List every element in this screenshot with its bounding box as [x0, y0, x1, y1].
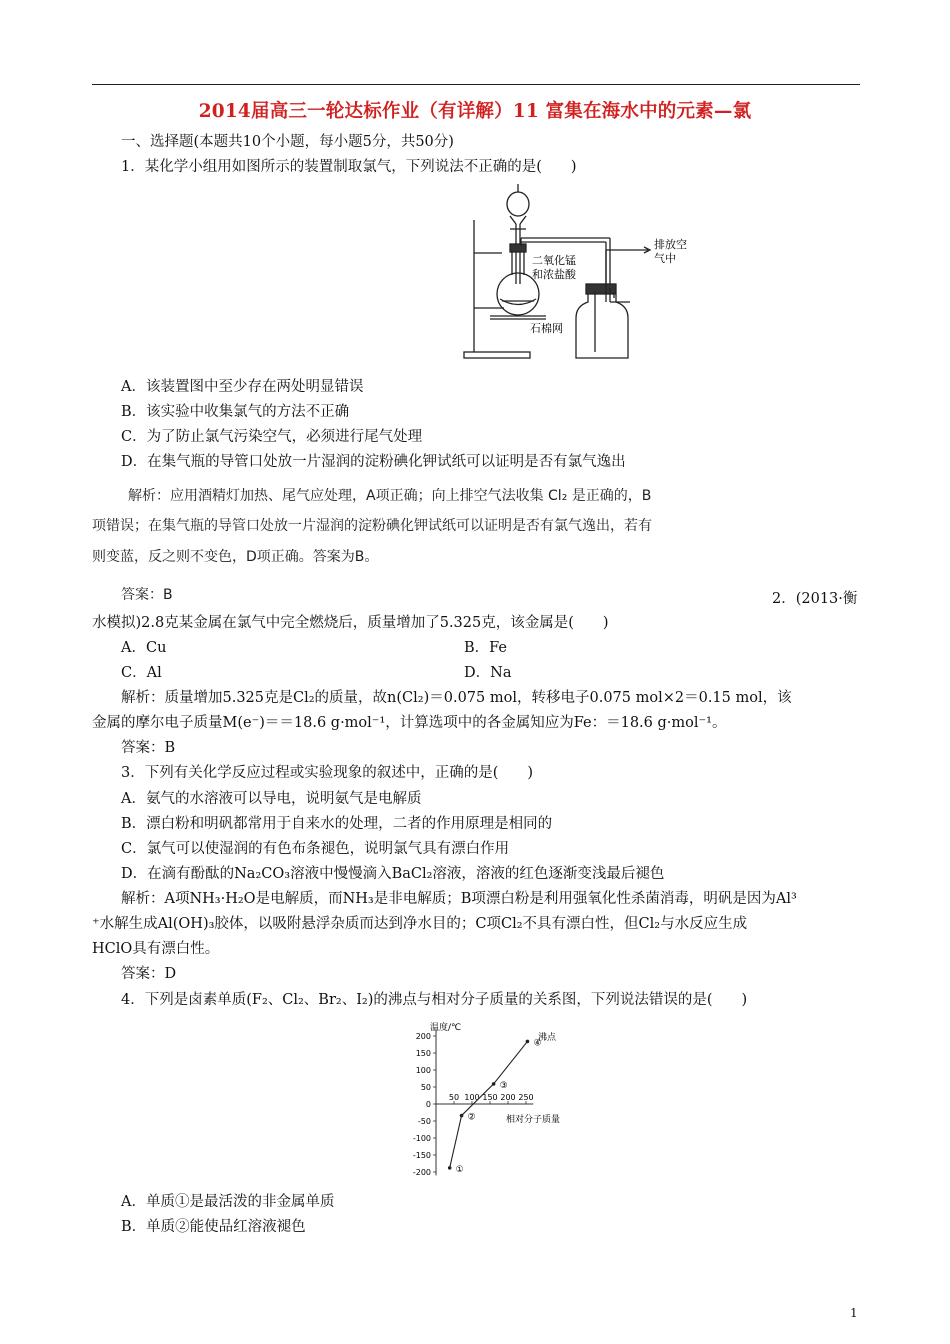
- chart-point-label: ②: [467, 1112, 476, 1123]
- q1-option-a: A．该装置图中至少存在两处明显错误: [121, 379, 364, 395]
- chart-data-point: [448, 1166, 452, 1170]
- chart-y-tick-label: -150: [412, 1151, 431, 1160]
- chart-y-tick-label: -200: [412, 1168, 431, 1176]
- chart-x-tick-label: 250: [518, 1093, 534, 1102]
- q2-analysis-line1: 解析：质量增加5.325克是Cl₂的质量，故n(Cl₂)＝0.075 mol，转移电子0.075 mol×2＝0.15 mol，该: [121, 690, 792, 706]
- chart-ylabel: 温度/℃: [430, 1023, 462, 1033]
- fig-label-reagent2: 和浓盐酸: [532, 268, 576, 281]
- q4-option-b: B．单质②能使品红溶液褪色: [121, 1219, 306, 1235]
- q1-option-b: B．该实验中收集氯气的方法不正确: [121, 404, 350, 420]
- q1-analysis-line3: 则变蓝，反之则不变色，D项正确。答案为B。: [92, 549, 379, 565]
- chart-x-tick-label: 200: [500, 1093, 516, 1102]
- fig-label-net: 石棉网: [530, 322, 563, 335]
- q3-analysis-line1: 解析：A项NH₃·H₂O是电解质，而NH₃是非电解质；B项漂白粉是利用强氧化性杀菌消毒，明矾是因为Al³: [121, 891, 797, 907]
- q3-option-a: A．氨气的水溶液可以导电，说明氨气是电解质: [121, 791, 422, 807]
- q4-boiling-point-chart: [390, 1018, 600, 1176]
- chart-x-tick-label: 150: [482, 1093, 498, 1102]
- chart-point-label: ④: [533, 1038, 542, 1049]
- q2-option-d: D．Na: [464, 665, 512, 681]
- chart-y-tick-label: 200: [415, 1032, 431, 1041]
- chart-y-tick-label: 0: [425, 1100, 431, 1109]
- q2-stem: 水模拟)2.8克某金属在氯气中完全燃烧后，质量增加了5.325克，该金属是( ): [92, 615, 609, 631]
- header-rule: [92, 84, 860, 85]
- q1-stem: 1．某化学小组用如图所示的装置制取氯气，下列说法不正确的是( ): [121, 159, 577, 175]
- chart-x-tick-label: 50: [448, 1093, 460, 1102]
- q2-option-a: A．Cu: [121, 640, 167, 656]
- chart-y-tick-label: 100: [415, 1066, 431, 1075]
- q1-answer: 答案：B: [121, 587, 173, 603]
- chart-y-tick-label: -50: [417, 1117, 431, 1126]
- q1-analysis-line2: 项错误；在集气瓶的导管口处放一片湿润的淀粉碘化钾试纸可以证明是否有氯气逸出，若有: [92, 518, 652, 534]
- fig-label-reagent1: 二氧化锰: [532, 254, 576, 267]
- q2-analysis-line2: 金属的摩尔电子质量M(e⁻)＝＝18.6 g·mol⁻¹，计算选项中的各金属知应为Fe：＝18.6 g·mol⁻¹。: [92, 715, 727, 731]
- chart-x-tick-label: 100: [464, 1093, 480, 1102]
- chart-data-point: [526, 1040, 530, 1044]
- chart-series-line: [450, 1041, 528, 1167]
- section-heading: 一、选择题(本题共10个小题，每小题5分，共50分): [121, 134, 454, 150]
- q3-option-d: D．在滴有酚酞的Na₂CO₃溶液中慢慢滴入BaCl₂溶液，溶液的红色逐渐变浅最后褪色: [121, 866, 665, 882]
- q1-option-d: D．在集气瓶的导管口处放一片湿润的淀粉碘化钾试纸可以证明是否有氯气逸出: [121, 454, 626, 470]
- q3-stem: 3．下列有关化学反应过程或实验现象的叙述中，正确的是( ): [121, 765, 534, 781]
- q3-option-b: B．漂白粉和明矾都常用于自来水的处理，二者的作用原理是相同的: [121, 816, 553, 832]
- q1-option-c: C．为了防止氯气污染空气，必须进行尾气处理: [121, 429, 423, 445]
- page-title: 2014届高三一轮达标作业（有详解）11 富集在海水中的元素—氯: [198, 101, 752, 122]
- q2-stem-start: 2．(2013·衡: [772, 591, 858, 607]
- q1-apparatus-figure: [460, 180, 710, 366]
- q1-analysis-line1: 解析：应用酒精灯加热、尾气应处理，A项正确；向上排空气法收集 Cl₂ 是正确的，B: [128, 488, 652, 504]
- chart-y-tick-label: 150: [415, 1049, 431, 1058]
- q2-option-c: C．Al: [121, 665, 162, 681]
- q2-option-b: B．Fe: [464, 640, 508, 656]
- q3-analysis-line3: HClO具有漂白性。: [92, 941, 220, 957]
- chart-data-point: [460, 1114, 464, 1118]
- fig-label-exhaust2: 气中: [654, 252, 676, 265]
- q3-analysis-line2: ⁺水解生成Al(OH)₃胶体，以吸附悬浮杂质而达到净水目的；C项Cl₂不具有漂白性，但Cl₂与水反应生成: [92, 916, 748, 932]
- chart-xlabel: 相对分子质量: [506, 1115, 561, 1125]
- q2-answer: 答案：B: [121, 740, 176, 756]
- chart-y-tick-label: -100: [412, 1134, 431, 1143]
- q4-stem: 4．下列是卤素单质(F₂、Cl₂、Br₂、I₂)的沸点与相对分子质量的关系图，下列说法错误的是( ): [121, 992, 748, 1008]
- page-number: 1: [850, 1306, 858, 1320]
- q3-answer: 答案：D: [121, 966, 177, 982]
- q3-option-c: C．氯气可以使湿润的有色布条褪色，说明氯气具有漂白作用: [121, 841, 510, 857]
- fig-label-exhaust1: 排放空: [654, 238, 687, 251]
- chart-point-label: ③: [499, 1080, 508, 1091]
- chart-point-label: ①: [455, 1164, 464, 1175]
- chart-y-tick-label: 50: [420, 1083, 431, 1092]
- chart-data-point: [492, 1082, 496, 1086]
- chart-series-label: 沸点: [538, 1033, 557, 1043]
- q4-option-a: A．单质①是最活泼的非金属单质: [121, 1194, 335, 1210]
